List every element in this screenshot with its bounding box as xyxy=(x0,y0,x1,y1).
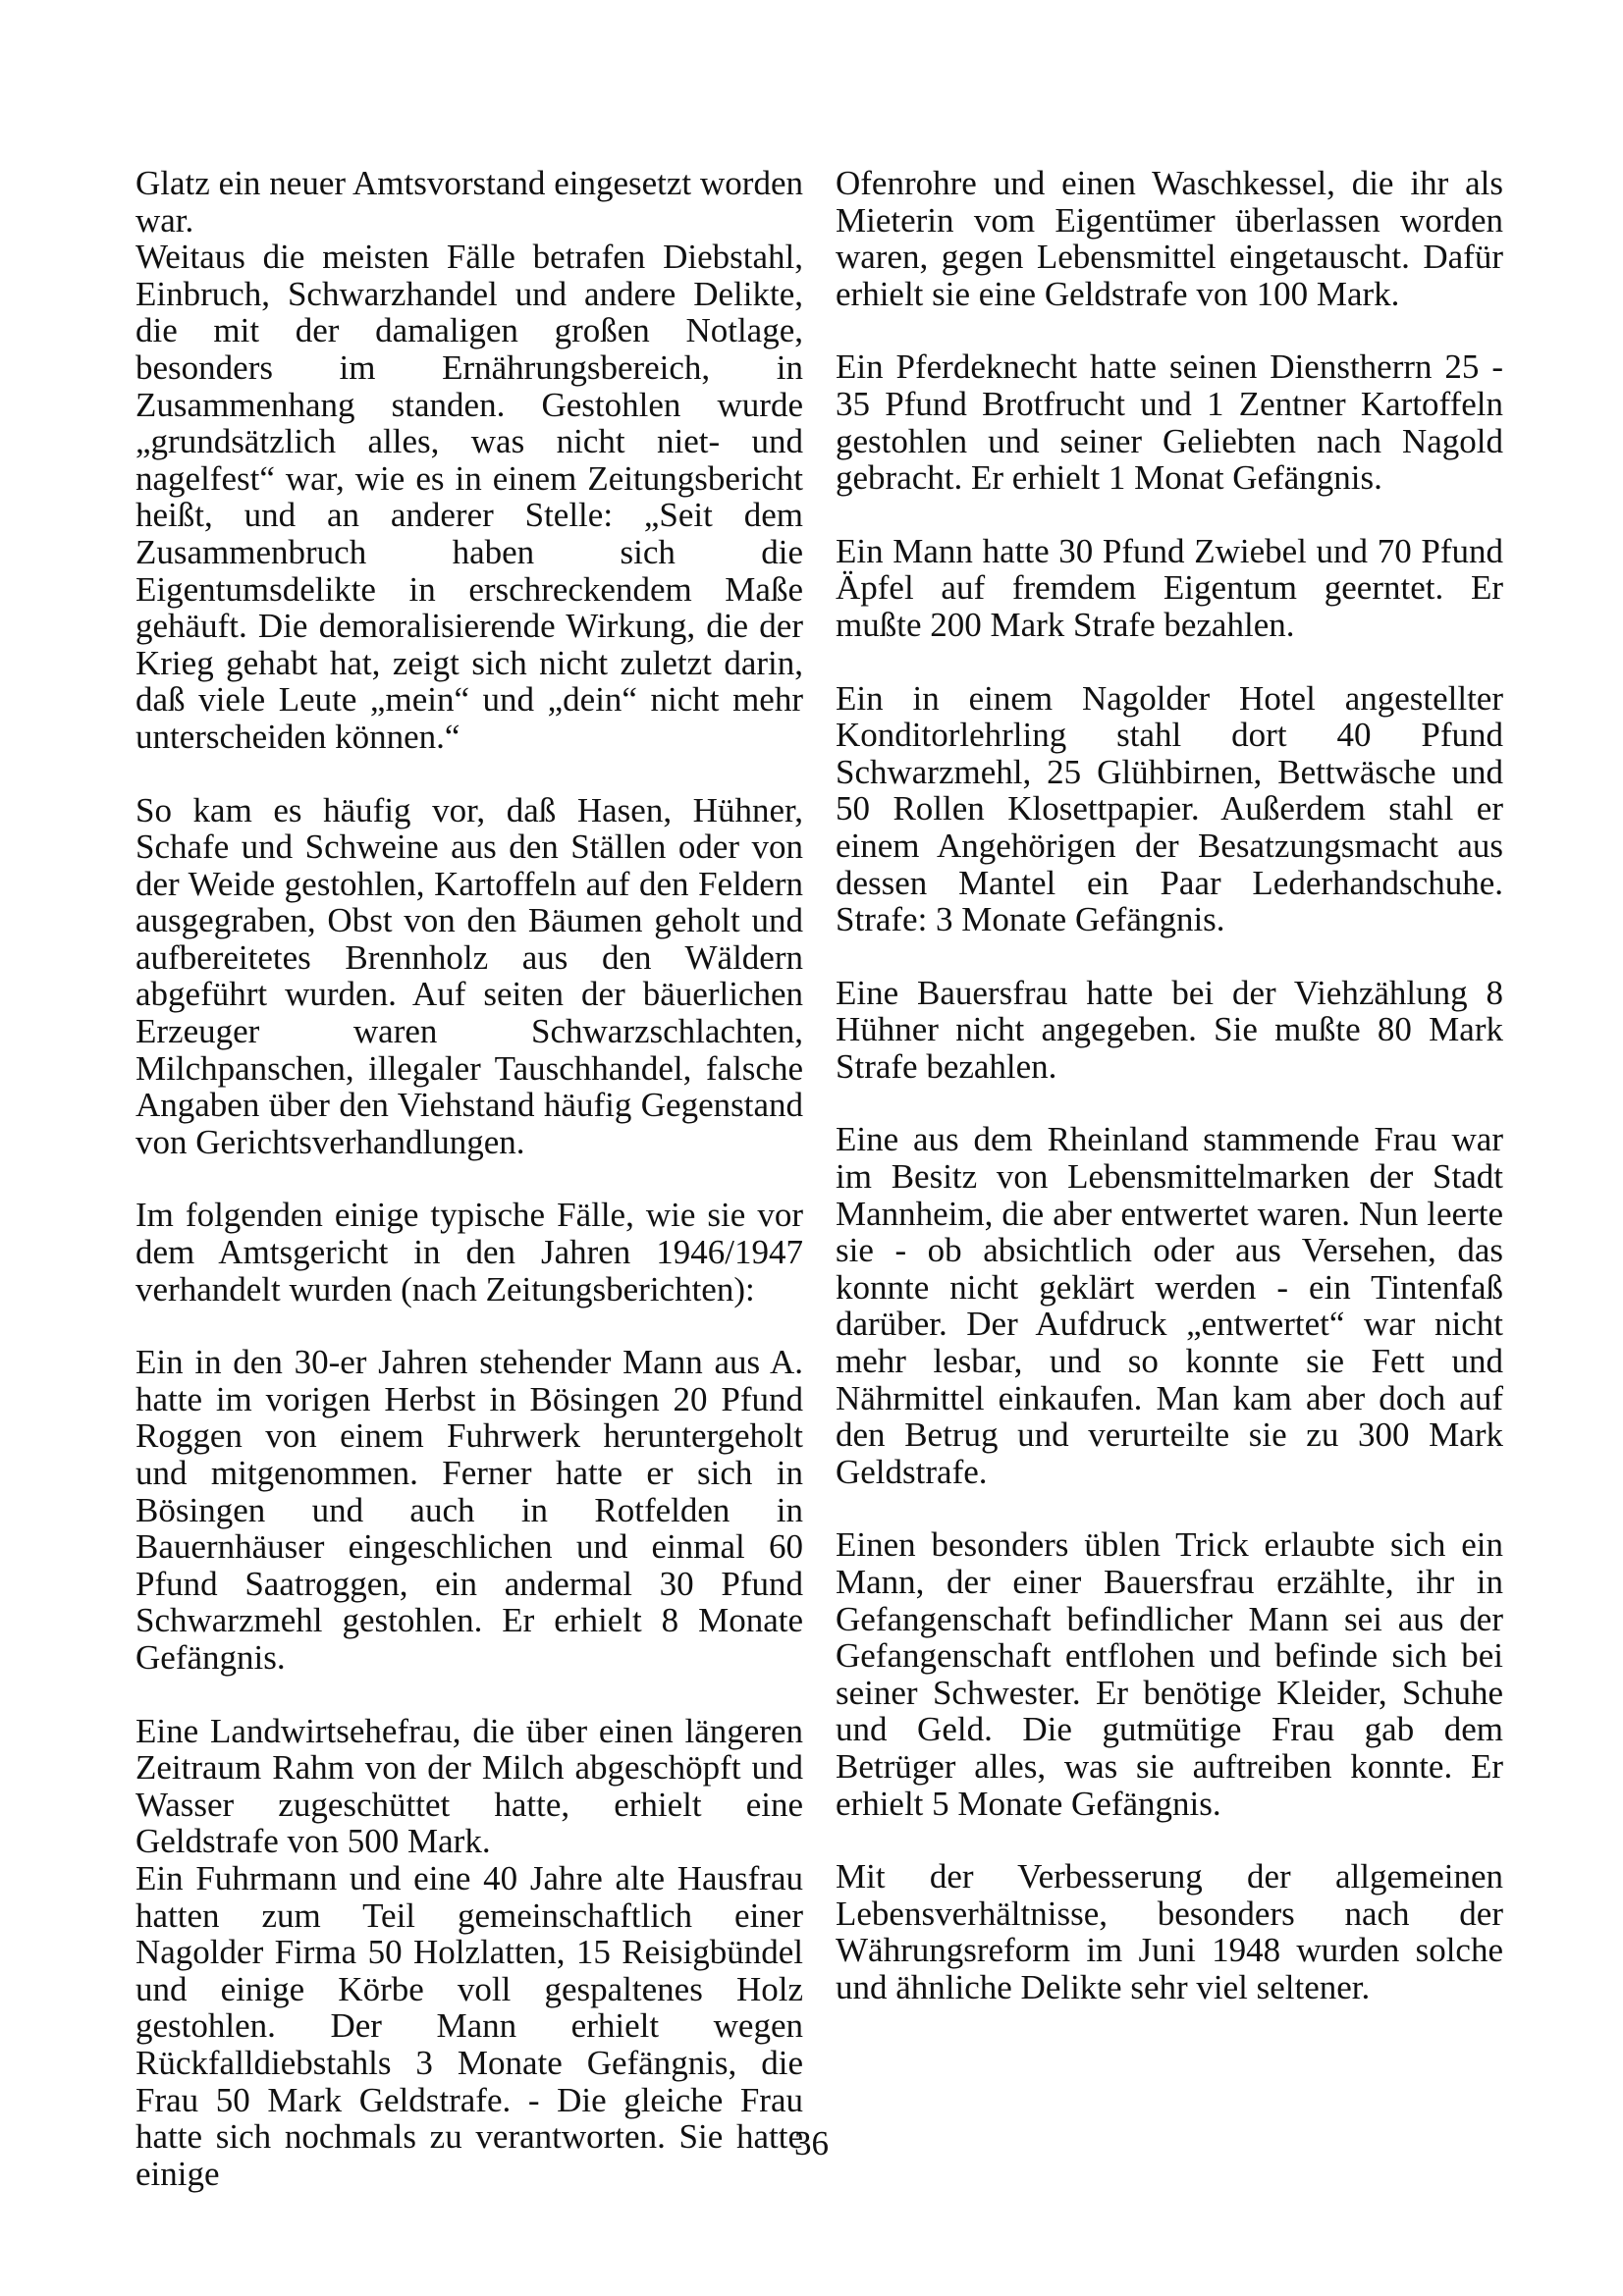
paragraph: Ein Mann hatte 30 Pfund Zwiebel und 70 Pfund Äpfel auf fremdem Eigentum geerntet. Er mußte 200 Mark Strafe bezahlen. xyxy=(836,531,1503,644)
paragraph: Einen besonders üblen Trick erlaubte sich ein Mann, der einer Bauersfrau erzählte, ihr in Gefangenschaft befindlicher Mann sei aus der Gefangenschaft entflohen und befinde sich bei seiner Schwester. Er benötige Kleider, Schuhe und Geld. Die gutmütige Frau gab dem Betrüger alles, was sie auftreiben konnte. Er erhielt 5 Monate Gefängnis. xyxy=(836,1525,1503,1823)
paragraph: Eine Bauersfrau hatte bei der Viehzählung 8 Hühner nicht angegeben. Sie mußte 80 Mark Strafe bezahlen. xyxy=(836,973,1503,1086)
right-column xyxy=(836,165,1503,2043)
paragraph: Weitaus die meisten Fälle betrafen Diebstahl, Einbruch, Schwarzhandel und andere Delikte, die mit der damaligen großen Notlage, besonders im Ernährungsbereich, in Zusammenhang standen. Gestohlen wurde „grundsätzlich alles, was nicht niet- und nagelfest“ war, wie es in einem Zeitungsbericht heißt, und an anderer Stelle: „Seit dem Zusammenbruch haben sich die Eigentumsdelikte in erschreckendem Maße gehäuft. Die demoralisierende Wirkung, die der Krieg gehabt hat, zeigt sich nicht zuletzt darin, daß viele Leute „mein“ und „dein“ nicht mehr unterscheiden können.“ xyxy=(135,238,803,756)
left-column xyxy=(135,165,803,2192)
paragraph: Eine aus dem Rheinland stammende Frau war im Besitz von Lebensmittelmarken der Stadt Mannheim, die aber entwertet waren. Nun leerte sie - ob absichtlich oder aus Versehen, das konnte nicht geklärt werden - ein Tintenfaß darüber. Der Aufdruck „entwertet“ war nicht mehr lesbar, und so konnte sie Fett und Nährmittel einkaufen. Man kam aber doch auf den Betrug und verurteilte sie zu 300 Mark Geldstrafe. xyxy=(836,1120,1503,1491)
paragraph: Ein in den 30-er Jahren stehender Mann aus A. hatte im vorigen Herbst in Bösingen 20 Pfund Roggen von einem Fuhrwerk heruntergeholt und mitgenommen. Ferner hatte er sich in Bösingen und auch in Rotfelden in Bauernhäuser eingeschlichen und einmal 60 Pfund Saatroggen, ein andermal 30 Pfund Schwarzmehl gestohlen. Er erhielt 8 Monate Gefängnis. xyxy=(135,1343,803,1677)
paragraph: Ein Fuhrmann und eine 40 Jahre alte Hausfrau hatten zum Teil gemeinschaftlich einer Nagolder Firma 50 Holzlatten, 15 Reisigbündel und einige Körbe voll gespaltenes Holz gestohlen. Der Mann erhielt wegen Rückfalldiebstahls 3 Monate Gefängnis, die Frau 50 Mark Geldstrafe. - Die gleiche Frau hatte sich nochmals zu verantworten. Sie hatte einige xyxy=(135,1858,803,2193)
paragraph: Mit der Verbesserung der allgemeinen Lebensverhältnisse, besonders nach der Währungsreform im Juni 1948 wurden solche und ähnliche Delikte sehr viel seltener. xyxy=(836,1857,1503,2006)
paragraph: Ein Pferdeknecht hatte seinen Dienstherrn 25 - 35 Pfund Brotfrucht und 1 Zentner Kartoffeln gestohlen und seiner Geliebten nach Nagold gebracht. Er erhielt 1 Monat Gefängnis. xyxy=(836,347,1503,498)
paragraph: Ofenrohre und einen Waschkessel, die ihr als Mieterin vom Eigentümer überlassen worden waren, gegen Lebensmittel eingetauscht. Dafür erhielt sie eine Geldstrafe von 100 Mark. xyxy=(836,164,1503,313)
paragraph: Im folgenden einige typische Fälle, wie sie vor dem Amtsgericht in den Jahren 1946/1947 verhandelt wurden (nach Zeitungsberichten): xyxy=(135,1196,803,1308)
paragraph: So kam es häufig vor, daß Hasen, Hühner, Schafe und Schweine aus den Ställen oder von der Weide gestohlen, Kartoffeln auf den Feldern ausgegraben, Obst von den Bäumen geholt und aufbereitetes Brennholz aus den Wäldern abgeführt wurden. Auf seiten der bäuerlichen Erzeuger waren Schwarzschlachten, Milchpanschen, illegaler Tauschhandel, falsche Angaben über den Viehstand häufig Gegenstand von Gerichtsverhandlungen. xyxy=(135,790,803,1161)
paragraph: Ein in einem Nagolder Hotel angestellter Konditorlehrling stahl dort 40 Pfund Schwarzmehl, 25 Glühbirnen, Bettwäsche und 50 Rollen Klosettpapier. Außerdem stahl er einem Angehörigen der Besatzungsmacht aus dessen Mantel ein Paar Lederhandschuhe. Strafe: 3 Monate Gefängnis. xyxy=(836,678,1503,939)
paragraph: Glatz ein neuer Amtsvorstand eingesetzt worden war. xyxy=(135,164,803,240)
page-number: 36 xyxy=(794,2124,829,2163)
paragraph: Eine Landwirtsehefrau, die über einen längeren Zeitraum Rahm von der Milch abgeschöpft und Wasser zugeschüttet hatte, erhielt eine Geldstrafe von 500 Mark. xyxy=(135,1711,803,1861)
